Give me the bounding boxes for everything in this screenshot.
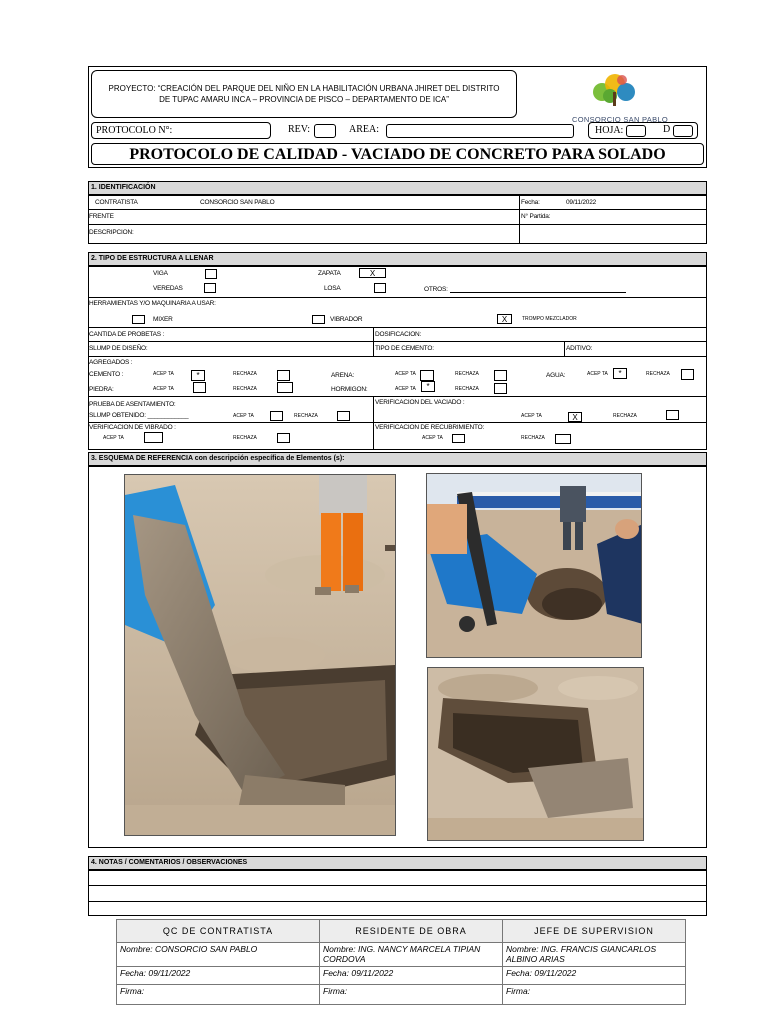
rev-label: REV: — [288, 124, 311, 135]
hoja-input[interactable] — [626, 125, 646, 137]
arena-acepta-checkbox[interactable] — [420, 370, 434, 381]
piedra-label: PIEDRA: — [89, 386, 114, 393]
section-1-header: 1. IDENTIFICACIÓN — [88, 181, 707, 195]
agregados-label: AGREGADOS : — [89, 359, 133, 366]
otros-line[interactable] — [450, 292, 626, 293]
vibrador-checkbox[interactable] — [312, 315, 325, 324]
area-field[interactable] — [386, 124, 574, 138]
veredas-checkbox[interactable] — [204, 283, 216, 293]
asentamiento-rechaza: RECHAZA — [294, 413, 318, 419]
section-2-header: 2. TIPO DE ESTRUCTURA A LLENAR — [88, 252, 707, 266]
contratista-label: CONTRATISTA — [95, 199, 138, 206]
hoja-field[interactable]: HOJA: — [588, 122, 698, 139]
row-line — [88, 422, 707, 423]
hormigon-rechaza-checkbox[interactable] — [494, 383, 507, 394]
residente-firma[interactable]: Firma: — [320, 985, 503, 1005]
photo-excavation — [427, 667, 644, 841]
cemento-acepta: ACEP TA — [153, 371, 174, 377]
row-line — [88, 327, 707, 328]
recub-rechaza: RECHAZA — [521, 435, 545, 441]
agua-rechaza: RECHAZA — [646, 371, 670, 377]
piedra-rechaza-checkbox[interactable] — [277, 382, 293, 393]
piedra-rechaza: RECHAZA — [233, 386, 257, 392]
section-1-body — [88, 195, 707, 244]
logo-tree-icon — [560, 72, 680, 108]
asentamiento-acepta: ACEP TA — [233, 413, 254, 419]
row-line — [88, 209, 707, 210]
vibrado-acepta: ACEP TA — [103, 435, 124, 441]
de-label: D — [663, 124, 671, 135]
arena-acepta: ACEP TA — [395, 371, 416, 377]
mixer-checkbox[interactable] — [132, 315, 145, 324]
trompo-label: TROMPO MEZCLADOR — [522, 316, 577, 322]
cemento-rechaza: RECHAZA — [233, 371, 257, 377]
trompo-checkbox[interactable]: X — [497, 314, 512, 324]
losa-label: LOSA — [324, 285, 341, 292]
company-logo — [560, 72, 680, 124]
residente-fecha: Fecha: 09/11/2022 — [320, 967, 503, 985]
arena-rechaza-checkbox[interactable] — [494, 370, 507, 381]
herramientas-label: HERRAMIENTAS Y/O MAQUINARIA A USAR: — [89, 300, 216, 307]
cemento-rechaza-checkbox[interactable] — [277, 370, 290, 381]
row-line — [88, 885, 707, 886]
recub-acepta: ACEP TA — [422, 435, 443, 441]
document-title: PROTOCOLO DE CALIDAD - VACIADO DE CONCRETO PARA SOLADO — [91, 143, 704, 165]
dosificacion-label: DOSIFICACION: — [375, 331, 422, 338]
hormigon-acepta-checkbox[interactable]: * — [421, 381, 435, 392]
cemento-acepta-checkbox[interactable]: * — [191, 370, 205, 381]
viga-checkbox[interactable] — [205, 269, 217, 279]
hormigon-label: HORMIGON: — [331, 386, 368, 393]
aditivo-label: ADITIVO: — [566, 345, 593, 352]
verif-recub-label: VERIFICACION DE RECUBRIMIENTO: — [375, 424, 485, 431]
protocolo-field[interactable]: PROTOCOLO N°: — [91, 122, 271, 139]
vibrado-acepta-checkbox[interactable] — [144, 432, 163, 443]
signature-table — [116, 919, 686, 1005]
project-box — [91, 70, 517, 118]
company-name: CONSORCIO SAN PABLO — [572, 115, 668, 124]
arena-label: ARENA: — [331, 372, 355, 379]
descripcion-label: DESCRIPCION: — [89, 229, 134, 236]
asentamiento-rechaza-checkbox[interactable] — [337, 411, 350, 421]
row-line — [88, 356, 707, 357]
veredas-label: VEREDAS — [153, 285, 183, 292]
arena-rechaza: RECHAZA — [455, 371, 479, 377]
jefe-firma[interactable]: Firma: — [503, 985, 686, 1005]
piedra-acepta-checkbox[interactable] — [193, 382, 206, 393]
piedra-acepta: ACEP TA — [153, 386, 174, 392]
photo-concrete-pour — [124, 474, 396, 836]
asentamiento-label: PRUEBA DE ASENTAMIENTO: — [89, 401, 176, 408]
vibrado-rechaza-checkbox[interactable] — [277, 433, 290, 443]
notes-area[interactable] — [88, 870, 707, 916]
agua-acepta: ACEP TA — [587, 371, 608, 377]
jefe-header: JEFE DE SUPERVISION — [503, 920, 686, 943]
hormigon-rechaza: RECHAZA — [455, 386, 479, 392]
qc-nombre: Nombre: CONSORCIO SAN PABLO — [117, 943, 320, 967]
jefe-nombre: Nombre: ING. FRANCIS GIANCARLOS ALBINO ARIAS — [503, 943, 686, 967]
row-line — [88, 341, 707, 342]
agua-acepta-checkbox[interactable]: * — [613, 368, 627, 379]
cemento-label: CEMENTO : — [89, 371, 124, 378]
otros-label: OTROS: — [424, 286, 448, 293]
section-4-header: 4. NOTAS / COMENTARIOS / OBSERVACIONES — [88, 856, 707, 870]
vaciado-acepta-checkbox[interactable]: X — [568, 412, 582, 422]
zapata-label: ZAPATA — [318, 270, 341, 277]
fecha-label: Fecha: — [521, 199, 540, 206]
cemento-tipo-label: TIPO DE CEMENTO: — [375, 345, 434, 352]
contratista-value: CONSORCIO SAN PABLO — [200, 199, 275, 206]
de-input[interactable] — [673, 125, 693, 137]
agua-rechaza-checkbox[interactable] — [681, 369, 694, 380]
col-line — [519, 195, 520, 244]
vaciado-rechaza-checkbox[interactable] — [666, 410, 679, 420]
photo-wheelbarrow — [426, 473, 642, 658]
row-line — [88, 901, 707, 902]
probetas-label: CANTIDA DE PROBETAS : — [89, 331, 165, 338]
vibrador-label: VIBRADOR — [330, 316, 363, 323]
asentamiento-acepta-checkbox[interactable] — [270, 411, 283, 421]
project-text: PROYECTO: “CREACIÓN DEL PARQUE DEL NIÑO EN LA HABILITACIÓN URBANA JHIRET DEL DISTRITO DE TUPAC AMARU INCA – PROVINCIA DE PISCO – DEPARTAMENTO DE ICA” — [108, 84, 500, 104]
residente-header: RESIDENTE DE OBRA — [320, 920, 503, 943]
rev-field[interactable] — [314, 124, 336, 138]
agua-label: AGUA: — [546, 372, 566, 379]
col-line — [373, 396, 374, 450]
section-3-header: 3. ESQUEMA DE REFERENCIA con descripción específica de Elementos (s): — [88, 452, 707, 466]
qc-fecha: Fecha: 09/11/2022 — [117, 967, 320, 985]
residente-nombre: Nombre: ING. NANCY MARCELA TIPIAN CORDOVA — [320, 943, 503, 967]
vaciado-acepta: ACEP TA — [521, 413, 542, 419]
jefe-fecha: Fecha: 09/11/2022 — [503, 967, 686, 985]
viga-label: VIGA — [153, 270, 168, 277]
slump-obtenido-label: SLUMP OBTENIDO: ____________ — [89, 412, 189, 419]
verif-vibrado-label: VERIFICACION DE VIBRADO : — [89, 424, 176, 431]
partida-label: N° Partida: — [521, 213, 551, 220]
hormigon-acepta: ACEP TA — [395, 386, 416, 392]
frente-label: FRENTE — [89, 213, 114, 220]
row-line — [88, 396, 707, 397]
qc-firma[interactable]: Firma: — [117, 985, 320, 1005]
vibrado-rechaza: RECHAZA — [233, 435, 257, 441]
row-line — [88, 224, 707, 225]
qc-header: QC DE CONTRATISTA — [117, 920, 320, 943]
row-line — [88, 297, 707, 298]
slump-label: SLUMP DE DISEÑO: — [89, 345, 148, 352]
mixer-label: MIXER — [153, 316, 173, 323]
losa-checkbox[interactable] — [374, 283, 386, 293]
col-line — [564, 341, 565, 356]
zapata-checkbox[interactable]: X — [359, 268, 386, 278]
verif-vaciado-label: VERIFICACION DEL VACIADO : — [375, 399, 465, 406]
recub-acepta-checkbox[interactable] — [452, 434, 465, 443]
area-label: AREA: — [349, 124, 379, 135]
recub-rechaza-checkbox[interactable] — [555, 434, 571, 444]
vaciado-rechaza: RECHAZA — [613, 413, 637, 419]
fecha-value: 09/11/2022 — [566, 199, 597, 206]
